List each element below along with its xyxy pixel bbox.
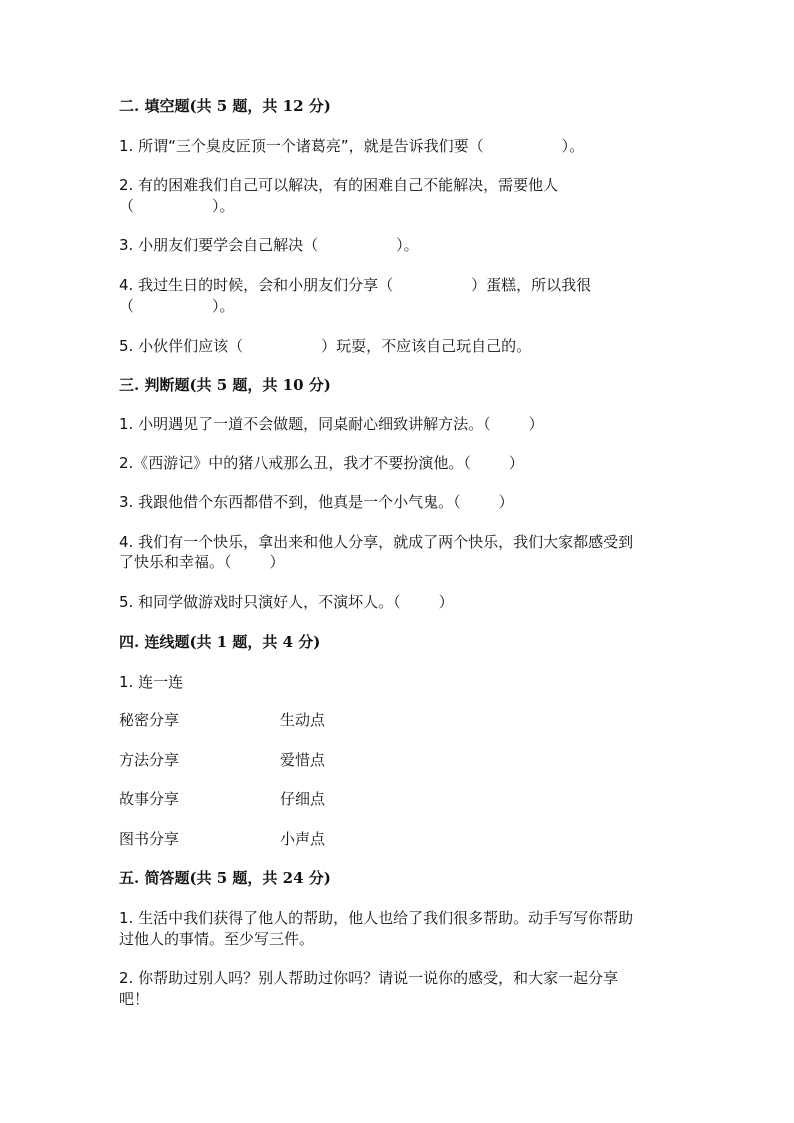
matching-right-item[interactable]: 生动点 bbox=[280, 711, 326, 729]
question-text: 1. 小明遇见了一道不会做题，同桌耐心细致讲解方法。（ bbox=[119, 415, 491, 433]
question-text: ） bbox=[508, 454, 524, 472]
question-text: ）。 bbox=[212, 297, 235, 315]
judge-question-4-line-2 bbox=[119, 552, 679, 572]
question-text: 4. 我过生日的时候，会和小朋友们分享（ bbox=[119, 276, 394, 294]
short-answer-question-2-line-1: 2. 你帮助过别人吗？别人帮助过你吗？请说一说你的感受，和大家一起分享 bbox=[119, 969, 619, 987]
question-text: 1. 所谓“三个臭皮匠顶一个诸葛亮”，就是告诉我们要（ bbox=[119, 137, 484, 155]
fill-question-2-line-2 bbox=[119, 196, 679, 216]
question-text: ）蛋糕，所以我很 bbox=[471, 276, 592, 294]
matching-left-item[interactable]: 秘密分享 bbox=[119, 711, 180, 729]
judge-question-2 bbox=[119, 453, 679, 473]
matching-question: 1. 连一连 bbox=[119, 673, 184, 691]
matching-left-item[interactable]: 方法分享 bbox=[119, 751, 180, 769]
question-text: ）。 bbox=[212, 197, 235, 215]
question-text: ） bbox=[528, 415, 544, 433]
question-text: ） bbox=[498, 493, 514, 511]
question-text: （ bbox=[119, 297, 135, 315]
fill-question-5 bbox=[119, 336, 679, 356]
fill-question-2-line-1: 2. 有的困难我们自己可以解决，有的困难自己不能解决，需要他人 bbox=[119, 176, 559, 194]
judge-question-4-line-1: 4. 我们有一个快乐，拿出来和他人分享，就成了两个快乐，我们大家都感受到 bbox=[119, 533, 634, 551]
question-text: 3. 我跟他借个东西都借不到，他真是一个小气鬼。（ bbox=[119, 493, 461, 511]
question-text: ）。 bbox=[561, 137, 585, 155]
section-heading-matching: 四. 连线题(共 1 题，共 4 分) bbox=[119, 633, 321, 651]
question-text: 5. 和同学做游戏时只演好人，不演坏人。（ bbox=[119, 593, 401, 611]
matching-right-item[interactable]: 爱惜点 bbox=[280, 751, 326, 769]
fill-question-4-line-1 bbox=[119, 275, 679, 295]
short-answer-question-1-line-1: 1. 生活中我们获得了他人的帮助，他人也给了我们很多帮助。动手写写你帮助 bbox=[119, 909, 634, 927]
judge-question-1 bbox=[119, 414, 679, 434]
question-text: ）。 bbox=[396, 236, 419, 254]
question-text: （ bbox=[119, 197, 135, 215]
section-heading-fill-blank: 二. 填空题(共 5 题，共 12 分) bbox=[119, 97, 331, 115]
question-text: 5. 小伙伴们应该（ bbox=[119, 337, 244, 355]
question-text: 2.《西游记》中的猪八戒那么丑，我才不要扮演他。（ bbox=[119, 454, 471, 472]
judge-question-3 bbox=[119, 492, 679, 512]
fill-question-4-line-2 bbox=[119, 296, 679, 316]
section-heading-short-answer: 五. 简答题(共 5 题，共 24 分) bbox=[119, 869, 331, 887]
question-text: ） bbox=[438, 593, 454, 611]
judge-question-5 bbox=[119, 592, 679, 612]
question-text: ）玩耍，不应该自己玩自己的。 bbox=[321, 337, 532, 355]
short-answer-question-2-line-2: 吧！ bbox=[119, 990, 150, 1008]
short-answer-question-1-line-2: 过他人的事情。至少写三件。 bbox=[119, 930, 315, 948]
fill-question-3 bbox=[119, 235, 679, 255]
section-heading-judge: 三. 判断题(共 5 题，共 10 分) bbox=[119, 376, 331, 394]
matching-right-item[interactable]: 小声点 bbox=[280, 830, 326, 848]
question-text: 了快乐和幸福。（ bbox=[119, 553, 232, 571]
matching-right-item[interactable]: 仔细点 bbox=[280, 790, 326, 808]
question-text: 3. 小朋友们要学会自己解决（ bbox=[119, 236, 319, 254]
matching-left-item[interactable]: 故事分享 bbox=[119, 790, 180, 808]
matching-left-item[interactable]: 图书分享 bbox=[119, 830, 180, 848]
fill-question-1 bbox=[119, 136, 679, 156]
question-text: ） bbox=[269, 553, 285, 571]
